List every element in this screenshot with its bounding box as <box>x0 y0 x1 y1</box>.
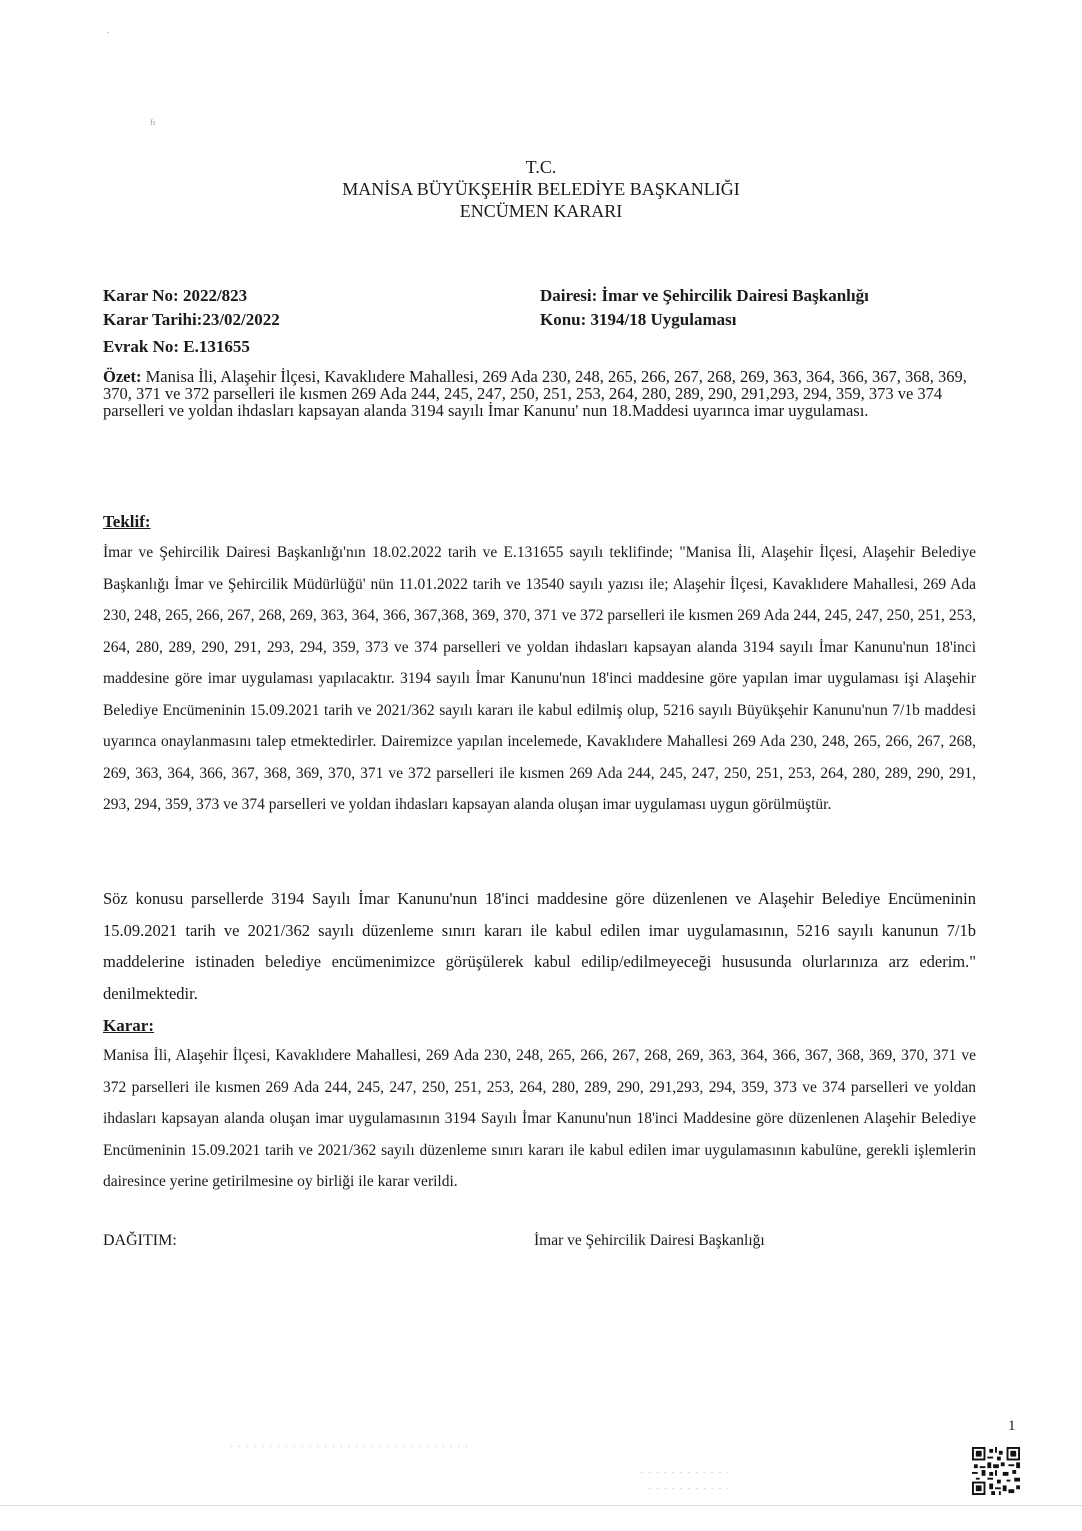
header-institution: MANİSA BÜYÜKŞEHİR BELEDİYE BAŞKANLIĞI <box>342 179 740 199</box>
evrak-no: Evrak No: E.131655 <box>103 337 250 356</box>
footer-faint-line: · · · · · · · · · · · · · · · · · · · · · · · · · · · · · · · <box>230 1442 470 1453</box>
qr-code-icon <box>972 1447 1020 1495</box>
distribution-label: DAĞITIM: <box>103 1232 177 1249</box>
footer-faint-line-3: · · · · · · · · · · · <box>648 1484 731 1495</box>
teklif-paragraph-2: Söz konusu parsellerde 3194 Sayılı İmar Kanunu'nun 18'inci maddesine göre düzenlenen ve Alaşehir Belediye Encümeninin 15.09.2021 tarih ve 2021/362 sayılı düzenleme sınırı kararı ile kabul edilen imar uygulamasının, 5216 sayılı kanunun 7/1b maddelerine istinaden belediye encümenimizce görüşülerek kabul edilip/edilmeyeceği hususunda olurlarınıza arz ederim." denilmektedir. <box>103 889 976 1003</box>
footer-faint-line-2: · · · · · · · · · · · · <box>640 1468 731 1479</box>
ozet-label: Özet: <box>103 367 142 386</box>
karar-tarihi: Karar Tarihi:23/02/2022 <box>103 310 280 329</box>
scan-dot: · <box>106 28 110 39</box>
konu: Konu: 3194/18 Uygulaması <box>540 310 737 329</box>
karar-text: Manisa İli, Alaşehir İlçesi, Kavaklıdere Mahallesi, 269 Ada 230, 248, 265, 266, 267, 268, 269, 363, 364, 366, 367, 368, 369, 370, 371 ve 372 parselleri ile kısmen 269 Ada 244, 245, 247, 250, 251, 253, 264, 280, 289, 290, 291,293, 294, 359, 373 ve 374 parselleri ve yoldan ihdasları kapsayan alanda oluşan imar uygulamasının 3194 Sayılı İmar Kanunu'nun 18'inci Maddesine göre düzenlenen Alaşehir Belediye Encümeninin 15.09.2021 tarih ve 2021/362 sayılı düzenleme sınırı kararı ile kabul edilen imar uygulamasının kabulüne, gerekli işlemlerin dairesince yerine getirilmesine oy birliği ile karar verildi. <box>103 1047 976 1190</box>
initials-mark: ᶠᶦ <box>150 118 156 133</box>
bottom-rule <box>0 1505 1082 1506</box>
distribution-recipient: İmar ve Şehircilik Dairesi Başkanlığı <box>534 1232 765 1249</box>
dairesi: Dairesi: İmar ve Şehircilik Dairesi Başkanlığı <box>540 286 869 305</box>
ozet-text: Manisa İli, Alaşehir İlçesi, Kavaklıdere Mahallesi, 269 Ada 230, 248, 265, 266, 267, 268, 269, 363, 364, 366, 367, 368, 369, 370, 371 ve 372 parselleri ile kısmen 269 Ada 244, 245, 247, 250, 251, 253, 264, 280, 289, 290, 291,293, 294, 359, 373 ve 374 parselleri ve yoldan ihdasları kapsayan alanda 3194 sayılı İmar Kanunu' nun 18.Maddesi uyarınca imar uygulaması. <box>103 367 967 420</box>
page-number: 1 <box>1008 1418 1016 1434</box>
karar-no: Karar No: 2022/823 <box>103 286 248 305</box>
teklif-heading: Teklif: <box>103 512 151 531</box>
header-doc-type: ENCÜMEN KARARI <box>459 201 623 221</box>
karar-heading: Karar: <box>103 1016 154 1035</box>
header-tc: T.C. <box>525 157 557 177</box>
teklif-paragraph-1: İmar ve Şehircilik Dairesi Başkanlığı'nın 18.02.2022 tarih ve E.131655 sayılı teklifinde; "Manisa İli, Alaşehir İlçesi, Alaşehir Belediye Başkanlığı İmar ve Şehircilik Müdürlüğü' nün 11.01.2022 tarih ve 13540 sayılı yazısı ile; Alaşehir İlçesi, Kavaklıdere Mahallesi, 269 Ada 230, 248, 265, 266, 267, 268, 269, 363, 364, 366, 367,368, 369, 370, 371 ve 372 parselleri ile kısmen 269 Ada 244, 245, 247, 250, 251, 253, 264, 280, 289, 290, 291, 293, 294, 359, 373 ve 374 parselleri ve yoldan ihdasları kapsayan alanda 3194 sayılı İmar Kanunu'nun 18'inci maddesine göre imar uygulaması yapılacaktır. 3194 sayılı İmar Kanunu'nun 18'inci maddesine göre yapılan imar uygulaması işi Alaşehir Belediye Encümeninin 15.09.2021 tarih ve 2021/362 sayılı kararı ile kabul edilmiş olup, 5216 sayılı Büyükşehir Kanunu'nun 7/1b maddesi uyarınca onaylanmasını talep etmektedirler. Dairemizce yapılan incelemede, Kavaklıdere Mahallesi 269 Ada 230, 248, 265, 266, 267, 268, 269, 363, 364, 366, 367, 368, 369, 370, 371 ve 372 parselleri ile kısmen 269 Ada 244, 245, 247, 250, 251, 253, 264, 280, 289, 290, 291, 293, 294, 359, 373 ve 374 parselleri ve yoldan ihdasları kapsayan alanda oluşan imar uygulaması uygun görülmüştür. <box>103 544 976 813</box>
ozet-summary <box>103 368 983 419</box>
